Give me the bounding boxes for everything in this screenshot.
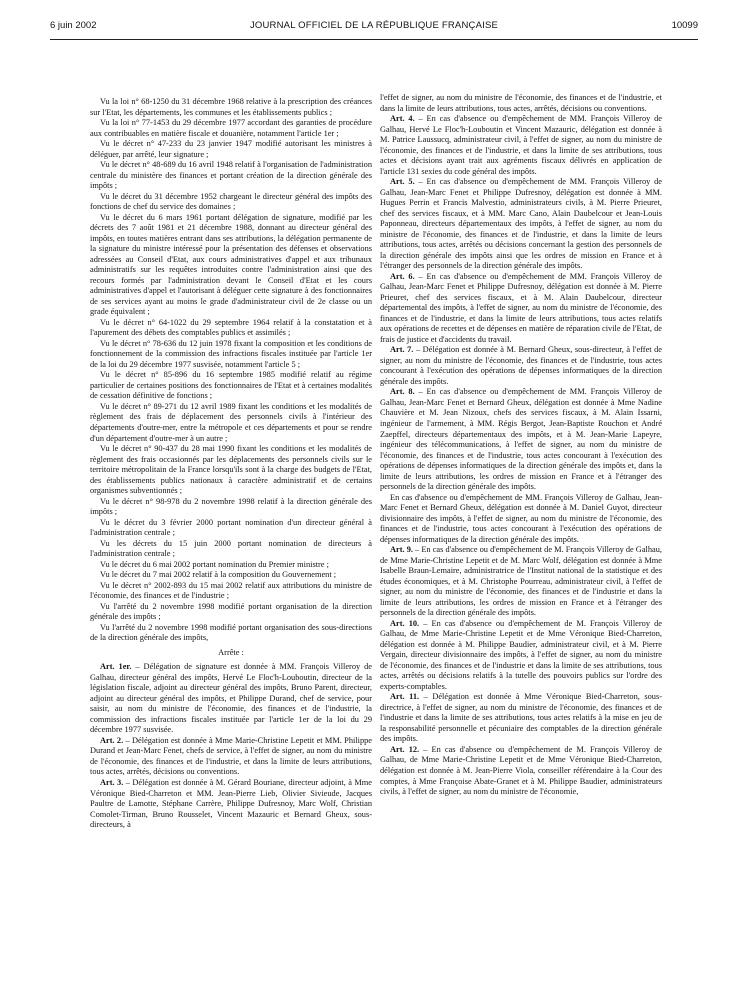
article-text: – En cas d'absence ou d'empêchement de MM. François Villeroy de Galhau, Hervé Le Floc'h-Louboutin et Vincent Mazauric, délégation est donnée à M. Patrice Laussucq, administrateur civil, à l'effet de signer, au nom du ministre de l'économie, des finances et de l'industrie, et dans la limite de ses attributions, tous actes et décisions ayant trait aux agréments fiscaux délivrés en application de l'article 131 sexies du code général des impôts. (380, 114, 663, 176)
article (380, 745, 662, 798)
article-text: – En cas d'absence ou d'empêchement de MM. François Villeroy de Galhau, Jean-Marc Fenet et Philippe Dufresnoy, délégation est donnée à MM. Hugues Perrin et Francis Malvestio, administrateurs civils, à M. Pierre Prieuret, chef des services fiscaux, et à MM. Marc Cano, Alain Daubelcour et Jean-Louis Paponneau, directeurs départementaux des impôts, à l'effet de signer, au nom du ministre de l'économie, des finances et de l'industrie, et dans la limite de leurs attributions, tous actes, arrêtés ou décisions concernant la gestion des personnels de la direction générale des impôts ainsi que les ordres de mission en France et à l'étranger des personnels de la direction générale des impôts. (380, 177, 663, 271)
article (380, 272, 662, 346)
visa: Vu le décret du 7 mai 2002 relatif à la composition du Gouvernement ; (100, 570, 337, 580)
article (380, 692, 662, 745)
visa: Vu les décrets du 15 juin 2000 portant nomination de directeurs à l'administration centrale ; (90, 538, 372, 559)
article-label: Art. 5. (390, 177, 415, 187)
visa: Vu le décret n° 48-689 du 16 avril 1948 relatif à l'organisation de l'administration centrale du ministère des finances et portant création de la direction générale des impôts ; (90, 160, 372, 191)
visa: Vu le décret du 6 mars 1961 portant délégation de signature, modifié par les décrets des 7 août 1981 et 21 décembre 1988, donnant au directeur général des impôts, en toutes matières entrant dans ses attributions, la délégation permanente de la signature du ministre intéressé pour la présentation des défenses et observations adressées au Conseil d'Etat, aux cours administratives d'appel et aux tribunaux administratifs sur les requêtes introduites contre l'administration ainsi que des recours formés par l'administration devant le Conseil d'Etat et les cours administratives d'appel et l'autorisant à déléguer cette signature à des fonctionnaires de ses services ayant au moins le grade d'administrateur civil de 2e classe ou un grade équivalent ; (90, 212, 372, 317)
visa: Vu le décret n° 90-437 du 28 mai 1990 fixant les conditions et les modalités de règlement des frais occasionnés par les déplacements des personnels civils sur le territoire métropolitain de la France lorsqu'ils sont à la charge des budgets de l'Etat, des établissements publics nationaux à caractère administratif et de certains organismes subventionnés ; (90, 444, 372, 496)
visa: Vu le décret du 6 mai 2002 portant nomination du Premier ministre ; (100, 559, 329, 569)
visa: Vu le décret n° 2002-893 du 15 mai 2002 relatif aux attributions du ministre de l'économie, des finances et de l'industrie ; (90, 580, 372, 601)
article-label: Art. 1er. (100, 662, 132, 672)
visa: Vu le décret n° 98-978 du 2 novembre 1998 relatif à la direction générale des impôts ; (90, 496, 372, 517)
article-label: Art. 3. (100, 778, 124, 787)
visa: Vu la loi n° 77-1453 du 29 décembre 1977 accordant des garanties de procédure aux contribuables en matière fiscale et douanière, notamment l'article 1er ; (90, 118, 372, 138)
header-rule (50, 39, 698, 40)
visa-list (90, 97, 372, 644)
article-text: – Délégation est donnée à M. Gérard Bouriane, directeur adjoint, à Mme Véronique Bied-Charreton et MM. Jean-Pierre Lieb, Olivier Sivieude, Jacques Paultre de Lamotte, Stéphane Carrère, Philippe Dufresnoy, Marc Wolf, Christian Comolet-Tirman, Bruno Rousselet, Vincent Mazauric et Bernard Gheux, sous-directeurs, à (90, 778, 372, 830)
article (380, 545, 662, 619)
visa: Vu la loi n° 68-1250 du 31 décembre 1968 relative à la prescription des créances sur l'Etat, les départements, les communes et les établissements publics ; (90, 97, 372, 117)
article-label: Art. 10. (390, 618, 420, 628)
article-text: – En cas d'absence ou d'empêchement de M. François Villeroy de Galhau, de Mme Marie-Christine Lepetit et de M. Marc Wolf, délégation est donnée à Mme Isabelle Braun-Lemaire, administratrice de l'Institut national de la statistique et des études économiques, et à M. Christophe Pourreau, administrateur civil, à l'effet de signer, au nom du ministre de l'économie, des finances et de l'industrie et dans la limite de leurs attributions, les ordres de mission en France et à l'étranger des personnels de la direction générale des impôts. (380, 545, 662, 618)
header-date: 6 juin 2002 (50, 20, 97, 31)
article-text: – Délégation est donnée à M. Bernard Gheux, sous-directeur, à l'effet de signer, au nom du ministre de l'économie, des finances et de l'industrie, tous actes concourant à l'exécution des opérations de dépenses informatiques de la direction générale des impôts. (380, 345, 663, 386)
visa: Vu l'arrêté du 2 novembre 1998 modifié portant organisation de la direction générale des impôts ; (90, 601, 372, 622)
article-label: Art. 12. (390, 744, 420, 754)
article-text: – En cas d'absence ou d'empêchement de M. François Villeroy de Galhau, de Mme Marie-Christine Lepetit et de Mme Véronique Bied-Charreton, délégation est donnée à M. Philippe Baudier, administrateur civil, et à M. Pierre Vergain, directeur divisionnaire des impôts, à l'effet de signer, au nom du ministre de l'économie, des finances et de l'industrie et dans la limite de ses attributions, tous actes, arrêtés ou décisions relatifs à la tutelle des pouvoirs publics sur l'ordre des experts-comptables. (380, 618, 662, 691)
visa: Vu le décret n° 64-1022 du 29 septembre 1964 relatif à la constatation et à l'apurement des débets des comptables publics et assimilés ; (90, 317, 372, 338)
article-label: Art. 4. (390, 114, 415, 124)
article-paragraph (380, 493, 662, 546)
visa: Vu le décret du 3 février 2000 portant nomination d'un directeur général à l'administration centrale ; (90, 517, 372, 538)
page-number: 10099 (671, 20, 698, 31)
visa: Vu le décret n° 85-896 du 16 septembre 1985 modifié relatif au régime particulier de certaines positions des fonctionnaires de l'Etat et à certaines modalités de cessation définitive de fonctions ; (90, 370, 372, 401)
article-continuation: l'effet de signer, au nom du ministre de l'économie, des finances et de l'industrie, et dans la limite de leurs attributions, tous actes, arrêtés, décisions ou conventions. (380, 93, 662, 113)
article-text: – En cas d'absence ou d'empêchement de MM. François Villeroy de Galhau, Jean-Marc Fenet et Philippe Dufresnoy, délégation est donnée à M. Pierre Prieuret, chef des services fiscaux, et à M. Alain Daubelcour, directeur départemental des impôts, à l'effet de signer, au nom du ministre de l'économie, des finances et de l'industrie, et dans la limite de leurs attributions, tous actes relatifs aux opérations de recettes et de dépenses en matière de réparation civile de l'Etat, de frais de justice et d'accidents du travail. (380, 271, 663, 344)
article-text: En cas d'absence ou d'empêchement de MM. François Villeroy de Galhau, Jean-Marc Fenet et Bernard Gheux, délégation est donnée à M. Daniel Guyot, directeur divisionnaire des impôts, à l'effet de signer, au nom du ministre de l'économie, des finances et de l'industrie, tous actes concourant à l'exécution des opérations de dépenses informatiques de la direction générale des impôts. (380, 492, 662, 544)
article (380, 177, 662, 272)
visa: Vu le décret n° 47-233 du 23 janvier 1947 modifié autorisant les ministres à déléguer, par arrêté, leur signature ; (90, 139, 372, 159)
article-label: Art. 6. (390, 271, 415, 281)
journal-title: JOURNAL OFFICIEL DE LA RÉPUBLIQUE FRANÇAISE (249, 20, 499, 31)
visa: Vu le décret n° 89-271 du 12 avril 1989 fixant les conditions et les modalités de règlement des frais de déplacement des personnels civils à l'intérieur des départements d'outre-mer, entre la métropole et ces départements et pour se rendre d'un département d'outre-mer à un autre ; (90, 401, 372, 443)
article-label: Art. 7. (390, 345, 414, 355)
article-text: – Délégation est donnée à Mme Marie-Christine Lepetit et MM. Philippe Durand et Jean-Marc Fenet, chefs de service, à l'effet de signer, au nom du ministre de l'économie, des finances et de l'industrie, et dans la limite de leurs attributions, tous actes, arrêtés, décisions ou conventions. (90, 735, 372, 777)
page-header (50, 20, 698, 40)
article-text: – En cas d'absence ou d'empêchement de MM. François Villeroy de Galhau, Jean-Marc Fenet et Bernard Gheux, délégation est donnée à Mme Nadine Chauvière et M. Jean Nizoux, chefs des services fiscaux, à M. Alain Issarni, ingénieur de l'armement, à MM. Régis Bergot, Jean-Baptiste Rouchon et André Zaepffel, directeurs départementaux des impôts, et à M. Jean-Marie Lapeyre, ingénieur des télécommunications, à l'effet de signer, au nom du ministre de l'économie, des finances et de l'industrie, tous actes concourant à l'exécution des opérations de dépenses informatiques de la direction générale des impôts et, dans la limite de leurs attributions, les ordres de mission en France et à l'étranger des personnels de la direction générale des impôts. (380, 387, 663, 492)
article-label: Art. 8. (390, 387, 415, 397)
left-column (90, 97, 372, 831)
article (380, 619, 662, 693)
arrete-heading: Arrête : (218, 647, 244, 657)
article-text: – Délégation de signature est donnée à MM. François Villeroy de Galhau, directeur général des impôts, Hervé Le Floc'h-Louboutin, directeur de la législation fiscale, adjoint au directeur général des impôts, Bruno Parent, directeur, adjoint au directeur général des impôts, et Philippe Durand, chef de service, pour saisir, au nom du ministre de l'économie, des finances et de l'industrie, la commission des infractions fiscales instituée par l'article 1er de la loi du 29 décembre 1977 susvisée. (90, 662, 372, 735)
article (380, 387, 662, 492)
article-text: – En cas d'absence ou d'empêchement de M. François Villeroy de Galhau, de Mme Marie-Christine Lepetit et de Mme Véronique Bied-Charreton, délégation est donnée à M. Jean-Pierre Viola, conseiller référendaire à la Cour des comptes, à Mme Françoise Abate-Granet et à M. Philippe Baudier, administrateurs civils, à l'effet de signer, au nom du ministre de l'économie, (380, 744, 662, 797)
article-label: Art. 9. (390, 545, 413, 555)
article (90, 736, 372, 778)
article (380, 114, 662, 177)
article (90, 662, 372, 736)
visa: Vu le décret du 31 décembre 1952 chargeant le directeur général des impôts des fonctions de chef du service des domaines ; (90, 191, 372, 212)
article-label: Art. 11. (390, 692, 420, 702)
right-column (380, 93, 662, 798)
article (90, 778, 372, 831)
article (380, 345, 662, 387)
visa: Vu l'arrêté du 2 novembre 1998 modifié portant organisation des sous-directions de la direction générale des impôts, (90, 622, 372, 643)
article-label: Art. 2. (100, 735, 124, 745)
article-text: – Délégation est donnée à Mme Véronique Bied-Charreton, sous-directrice, à l'effet de signer, au nom du ministre de l'économie, des finances et de l'industrie et dans la limite de ses attributions, tous actes relatifs à la mise en jeu de la responsabilité personnelle et pécuniaire des comptables de la direction générale des impôts. (380, 692, 662, 744)
visa: Vu le décret n° 78-636 du 12 juin 1978 fixant la composition et les conditions de fonctionnement de la commission des infractions fiscales instituée par l'article 1er de la loi du 29 décembre 1977 susvisée, notamment l'article 5 ; (90, 338, 372, 369)
